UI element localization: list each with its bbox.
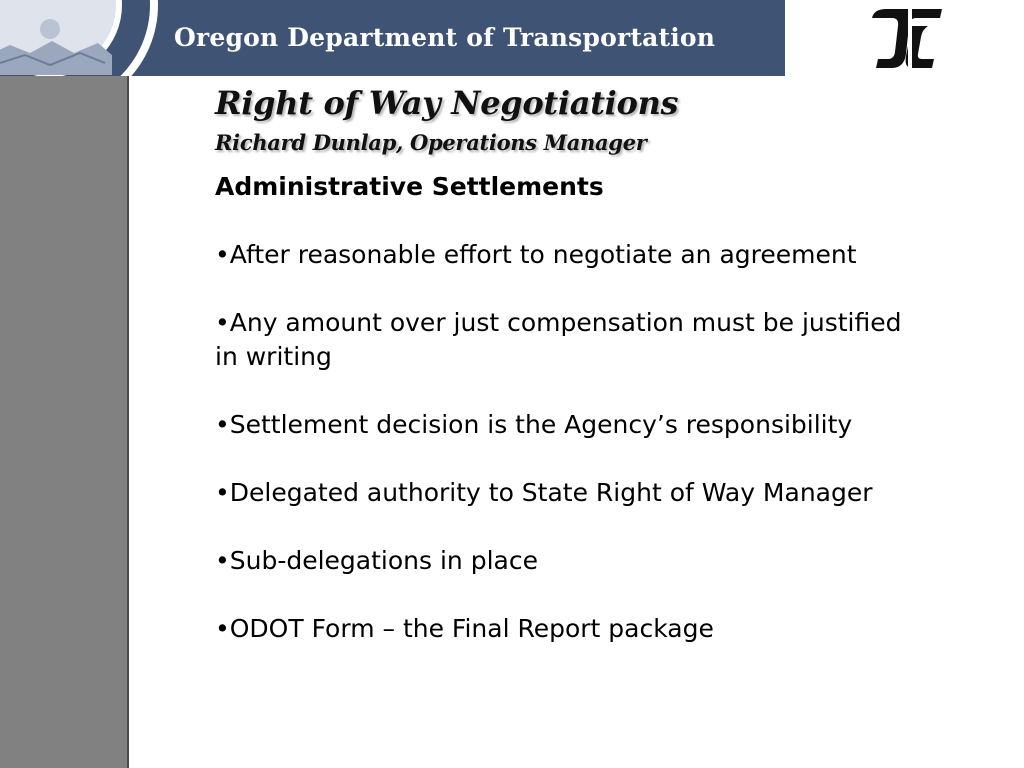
bullet-item: •ODOT Form – the Final Report package <box>215 614 714 643</box>
header-band <box>0 0 785 76</box>
bullet-item: •Any amount over just compensation must be justified in writing <box>215 308 902 371</box>
agency-name: Oregon Department of Transportation <box>174 23 716 52</box>
oregon-state-seal-icon <box>0 0 160 76</box>
slide-subtitle: Richard Dunlap, Operations Manager <box>215 130 647 155</box>
bullet-item: •Settlement decision is the Agency’s responsibility <box>215 410 853 439</box>
slide-content <box>215 170 905 646</box>
bullet-item: •Delegated authority to State Right of Way Manager <box>215 478 873 507</box>
sidebar-panel <box>0 76 129 768</box>
section-heading: Administrative Settlements <box>215 172 604 201</box>
slide-title: Right of Way Negotiations <box>215 84 679 122</box>
bullet-item: •Sub-delegations in place <box>215 546 538 575</box>
odot-logo-icon <box>868 4 946 72</box>
bullet-item: •After reasonable effort to negotiate an agreement <box>215 240 857 269</box>
